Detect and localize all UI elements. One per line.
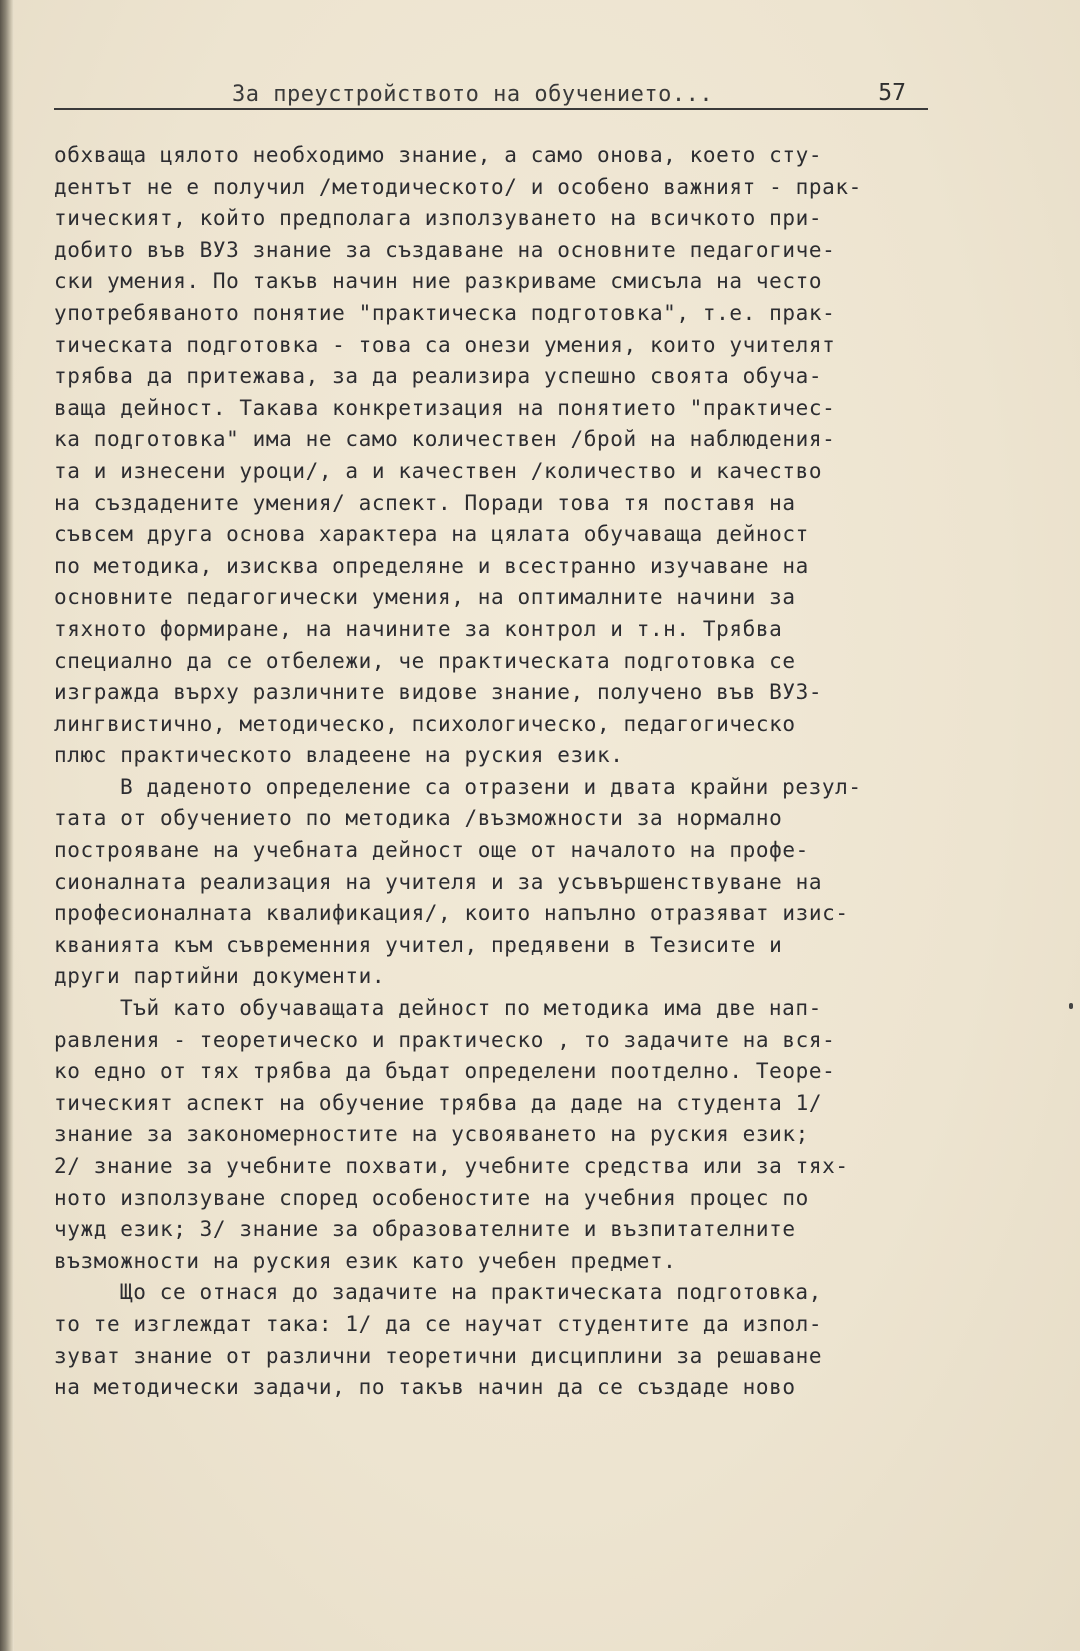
text-line: плюс практическото владеене на руския език. bbox=[54, 743, 624, 768]
text-line: дентът не е получил /методическото/ и особено важният - прак- bbox=[54, 174, 862, 199]
text-line: то те изглеждат така: 1/ да се научат студентите да изпол- bbox=[54, 1311, 823, 1336]
text-line: професионалната квалификация/, които напълно отразяват изис- bbox=[54, 901, 849, 926]
text-line: равления - теоретическо и практическо , то задачите на вся- bbox=[54, 1027, 836, 1052]
text-line: Тъй като обучаващата дейност по методика има две нап- bbox=[120, 996, 822, 1021]
text-line: знание за закономерностите на усвояването на руския език; bbox=[54, 1122, 809, 1147]
text-line: ски умения. По такъв начин ние разкриваме смисъла на често bbox=[54, 269, 823, 294]
text-line: построяване на учебната дейност още от началото на профе- bbox=[54, 838, 809, 863]
book-binding-edge bbox=[0, 0, 14, 1651]
text-line: употребяваното понятие "практическа подготовка", т.е. прак- bbox=[54, 300, 836, 325]
text-line: трябва да притежава, за да реализира успешно своята обуча- bbox=[54, 364, 823, 389]
text-line: 2/ знание за учебните похвати, учебните средства или за тях- bbox=[54, 1154, 849, 1178]
text-line: на методически задачи, по такъв начин да се създаде ново bbox=[54, 1375, 796, 1400]
text-line: тическата подготовка - това са онези умения, които учителят bbox=[54, 332, 836, 357]
text-line: ваща дейност. Такава конкретизация на понятието "практичес- bbox=[54, 395, 836, 420]
text-line: Що се отнася до задачите на практическата подготовка, bbox=[120, 1280, 822, 1305]
text-line: тическият, който предполага използуването на всичкото при- bbox=[54, 206, 823, 231]
text-line: тата от обучението по методика /възможности за нормално bbox=[54, 806, 783, 831]
text-line: лингвистично, методическо, психологическо, педагогическо bbox=[54, 711, 796, 736]
text-line: изгражда върху различните видове знание, получено във ВУЗ- bbox=[54, 680, 823, 705]
text-line: възможности на руския език като учебен предмет. bbox=[54, 1248, 677, 1273]
text-line: ко едно от тях трябва да бъдат определени поотделно. Теоре- bbox=[54, 1059, 836, 1084]
running-header bbox=[54, 76, 928, 110]
text-line: тяхното формиране, на начините за контрол и т.н. Трябва bbox=[54, 616, 783, 641]
text-line: та и изнесени уроци/, а и качествен /количество и качество bbox=[54, 458, 823, 483]
running-title: За преустройството на обучението... bbox=[232, 82, 714, 107]
body-text bbox=[54, 140, 954, 1404]
text-line: В даденото определение са отразени и двата крайни резул- bbox=[120, 774, 862, 799]
text-line: на създадените умения/ аспект. Поради това тя поставя на bbox=[54, 490, 796, 515]
text-line: зуват знание от различни теоретични дисциплини за решаване bbox=[54, 1343, 823, 1368]
text-line: обхваща цялото необходимо знание, а само онова, което сту- bbox=[54, 143, 823, 167]
page-number: 57 bbox=[878, 80, 906, 106]
text-line: по методика, изисква определяне и всестранно изучаване на bbox=[54, 553, 809, 578]
text-line: тическият аспект на обучение трябва да даде на студента 1/ bbox=[54, 1090, 823, 1115]
text-line: ното използуване според особеностите на учебния процес по bbox=[54, 1185, 809, 1210]
text-line: сионалната реализация на учителя и за усъвършенствуване на bbox=[54, 869, 823, 894]
text-line: други партийни документи. bbox=[54, 964, 386, 989]
text-line: кванията към съвременния учител, предявени в Тезисите и bbox=[54, 932, 783, 957]
text-line: добито във ВУЗ знание за създаване на основните педагогиче- bbox=[54, 237, 836, 262]
text-line: съвсем друга основа характера на цялата обучаваща дейност bbox=[54, 522, 809, 547]
text-line: основните педагогически умения, на оптималните начини за bbox=[54, 585, 796, 610]
text-line: специално да се отбележи, че практическата подготовка се bbox=[54, 648, 796, 673]
text-line: ка подготовка" има не само количествен /брой на наблюдения- bbox=[54, 427, 836, 452]
text-line: чужд език; 3/ знание за образователните и възпитателните bbox=[54, 1217, 796, 1242]
margin-mark bbox=[1069, 1003, 1073, 1009]
